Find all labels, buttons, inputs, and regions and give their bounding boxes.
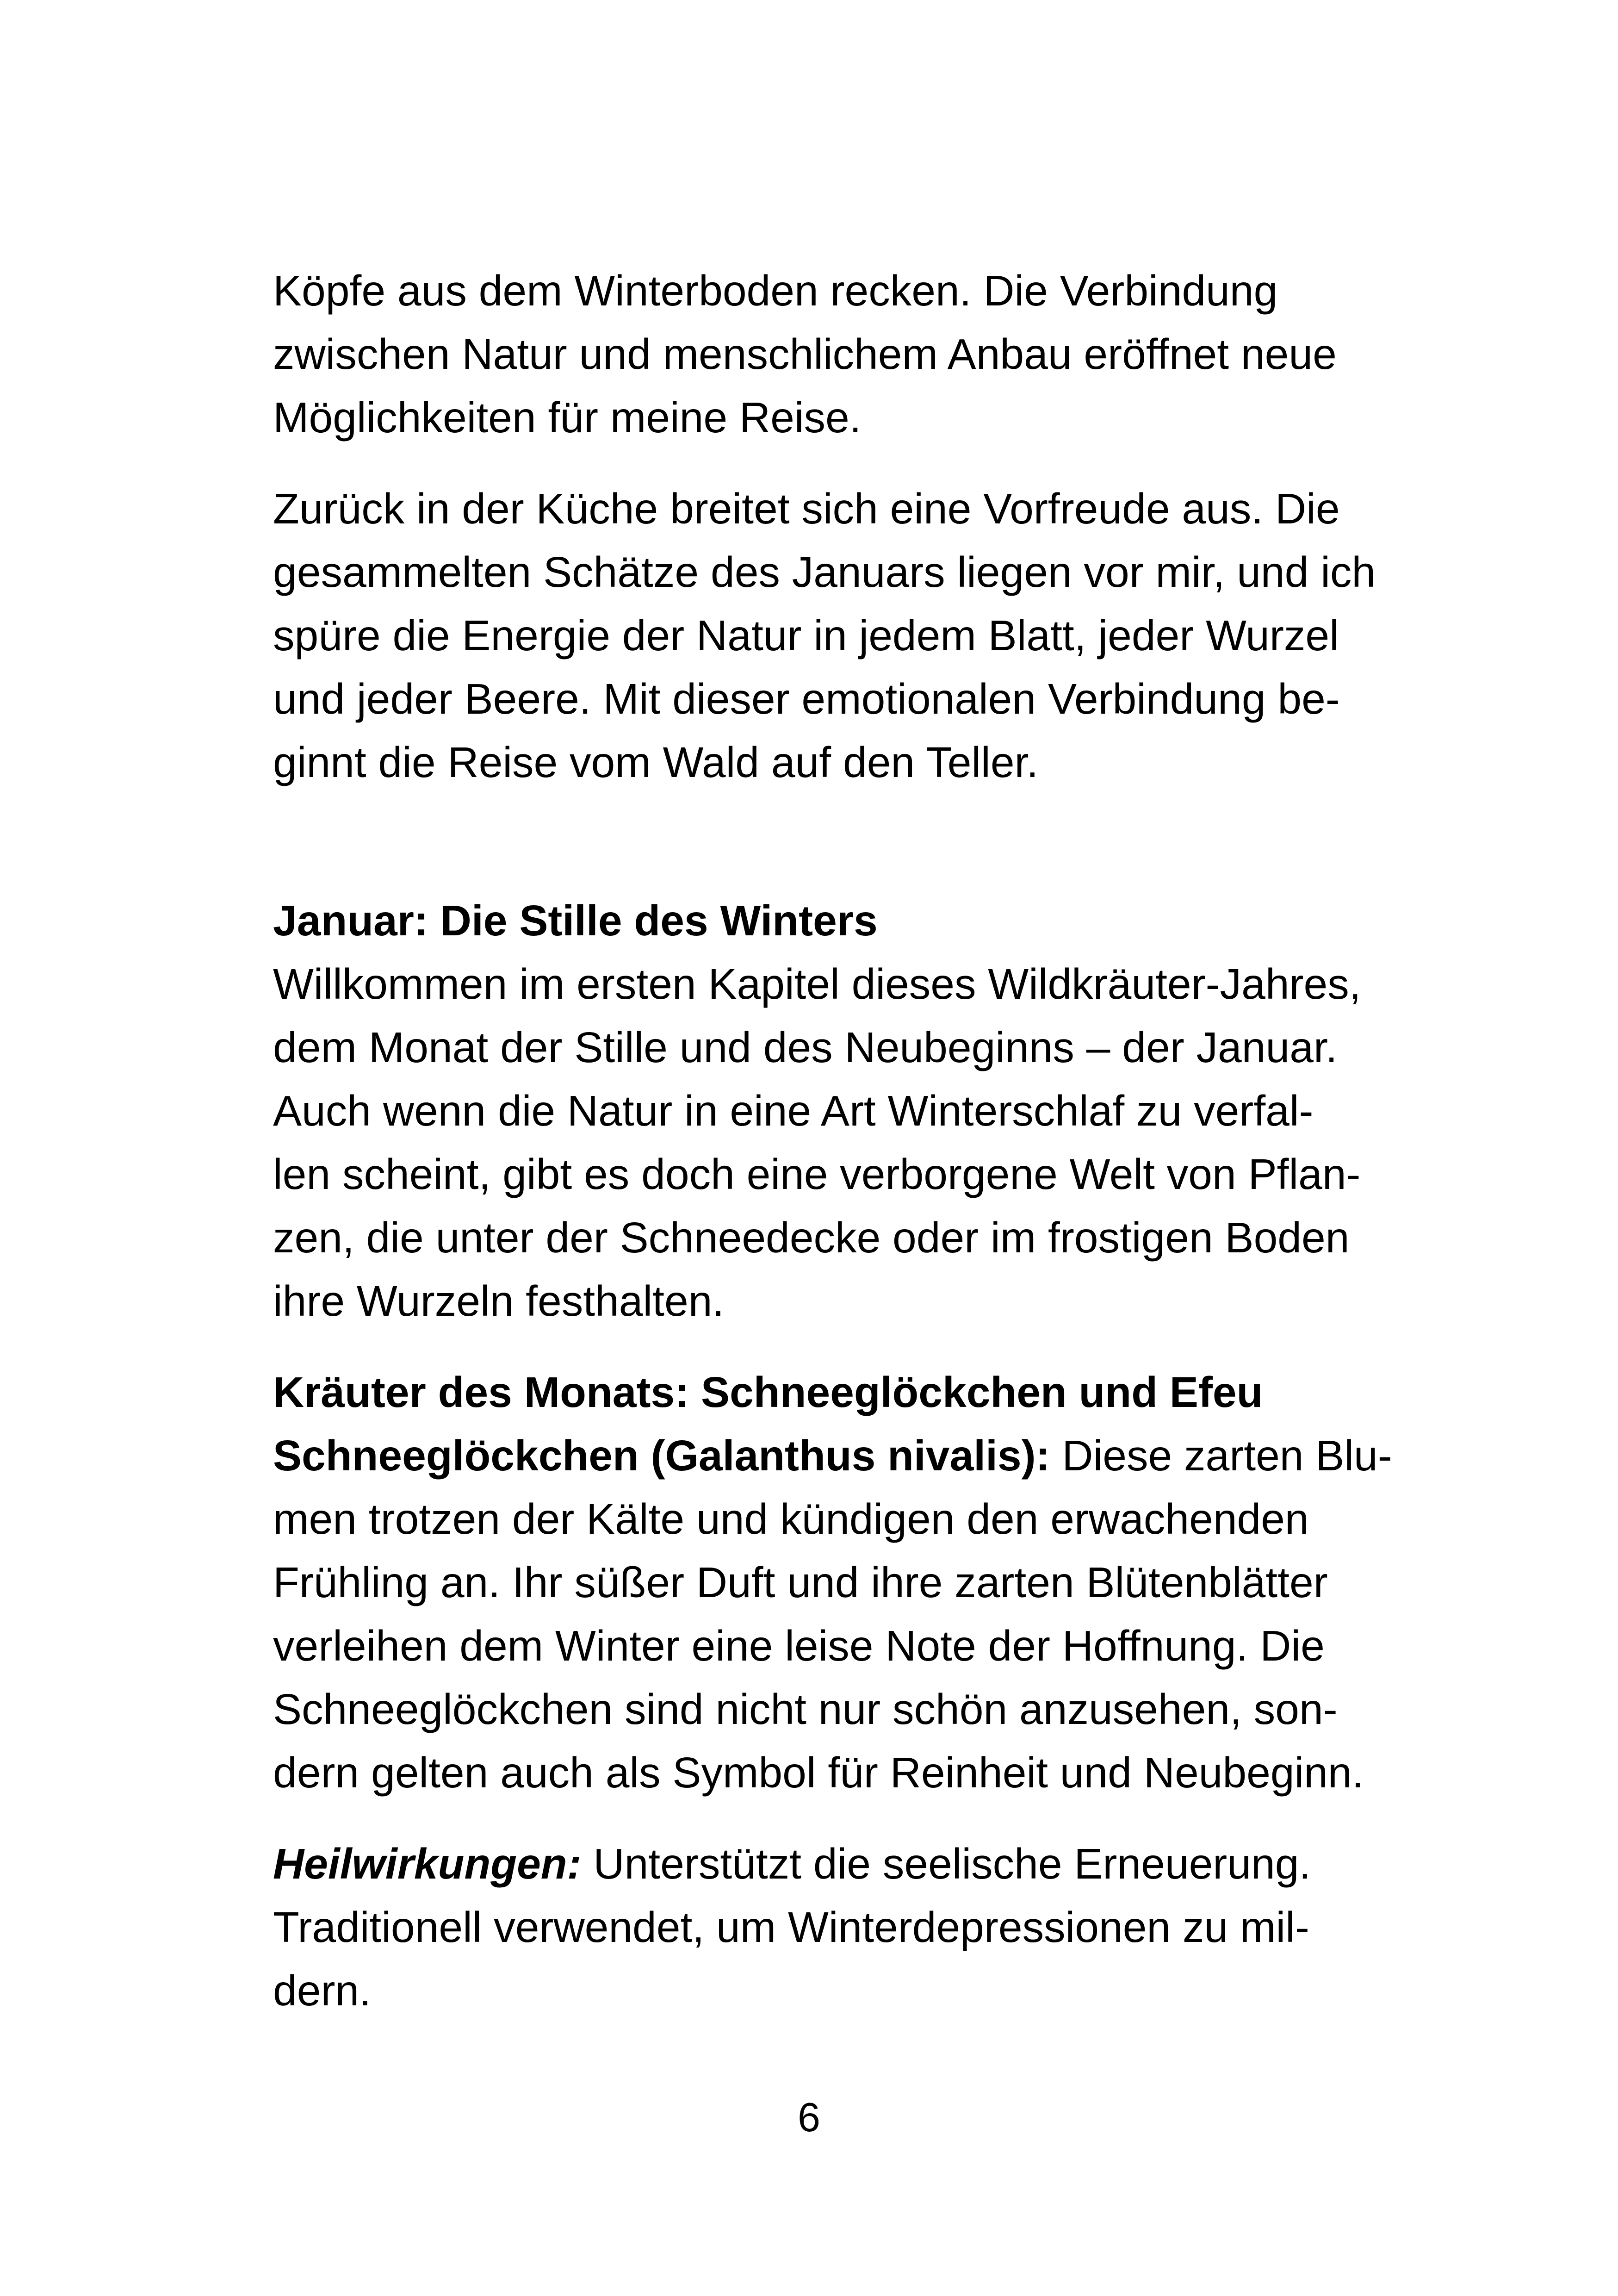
text-line: len scheint, gibt es doch eine verborgene Welt von Pflan- <box>273 1150 1361 1198</box>
text-line: ihre Wurzeln festhalten. <box>273 1277 725 1325</box>
text-line: dem Monat der Stille und des Neubeginns – der Januar. <box>273 1023 1338 1071</box>
healing-effects <box>273 1832 1370 2022</box>
text-line: Auch wenn die Natur in eine Art Winterschlaf zu verfal- <box>273 1087 1314 1135</box>
herbs-of-month <box>273 1361 1392 1804</box>
paragraph-1 <box>273 259 1370 449</box>
text-line: ginnt die Reise vom Wald auf den Teller. <box>273 738 1039 786</box>
paragraph-2 <box>273 477 1376 794</box>
snowdrop-first-line-text: Diese zarten Blu- <box>1050 1431 1392 1480</box>
snowdrop-label: Schneeglöckchen (Galanthus nivalis): <box>273 1431 1050 1480</box>
text-line: spüre die Energie der Natur in jedem Blatt, jeder Wurzel <box>273 611 1339 660</box>
page-number: 6 <box>798 2094 820 2140</box>
snowdrop-first-line <box>273 1424 1392 1487</box>
text-line: zwischen Natur und menschlichem Anbau eröffnet neue <box>273 330 1337 378</box>
text-line: und jeder Beere. Mit dieser emotionalen Verbindung be- <box>273 675 1340 723</box>
section-heading: Januar: Die Stille des Winters <box>273 896 878 945</box>
text-column <box>273 259 1392 2022</box>
text-line: verleihen dem Winter eine leise Note der Hoffnung. Die <box>273 1622 1325 1670</box>
healing-label: Heilwirkungen: <box>273 1840 582 1888</box>
text-line: zen, die unter der Schneedecke oder im frostigen Boden <box>273 1213 1350 1262</box>
text-line: Willkommen im ersten Kapitel dieses Wildkräuter-Jahres, <box>273 960 1361 1008</box>
text-line: Frühling an. Ihr süßer Duft und ihre zarten Blütenblätter <box>273 1558 1328 1606</box>
text-line: Schneeglöckchen sind nicht nur schön anzusehen, son- <box>273 1685 1338 1733</box>
text-line: gesammelten Schätze des Januars liegen vor mir, und ich <box>273 548 1376 596</box>
text-line: dern gelten auch als Symbol für Reinheit und Neubeginn. <box>273 1748 1364 1797</box>
text-line: Traditionell verwendet, um Winterdepressionen zu mil- <box>273 1903 1309 1951</box>
text-line: Köpfe aus dem Winterboden recken. Die Verbindung <box>273 267 1278 315</box>
healing-first-line-text: Unterstützt die seelische Erneuerung. <box>581 1840 1311 1888</box>
text-line: men trotzen der Kälte und kündigen den erwachenden <box>273 1495 1309 1543</box>
healing-first-line <box>273 1832 1370 1896</box>
text-line: Zurück in der Küche breitet sich eine Vorfreude aus. Die <box>273 485 1340 533</box>
text-line: dern. <box>273 1966 371 2015</box>
herbs-heading: Kräuter des Monats: Schneeglöckchen und Efeu <box>273 1368 1263 1416</box>
section-januar <box>273 889 1370 1333</box>
text-line: Möglichkeiten für meine Reise. <box>273 393 862 442</box>
